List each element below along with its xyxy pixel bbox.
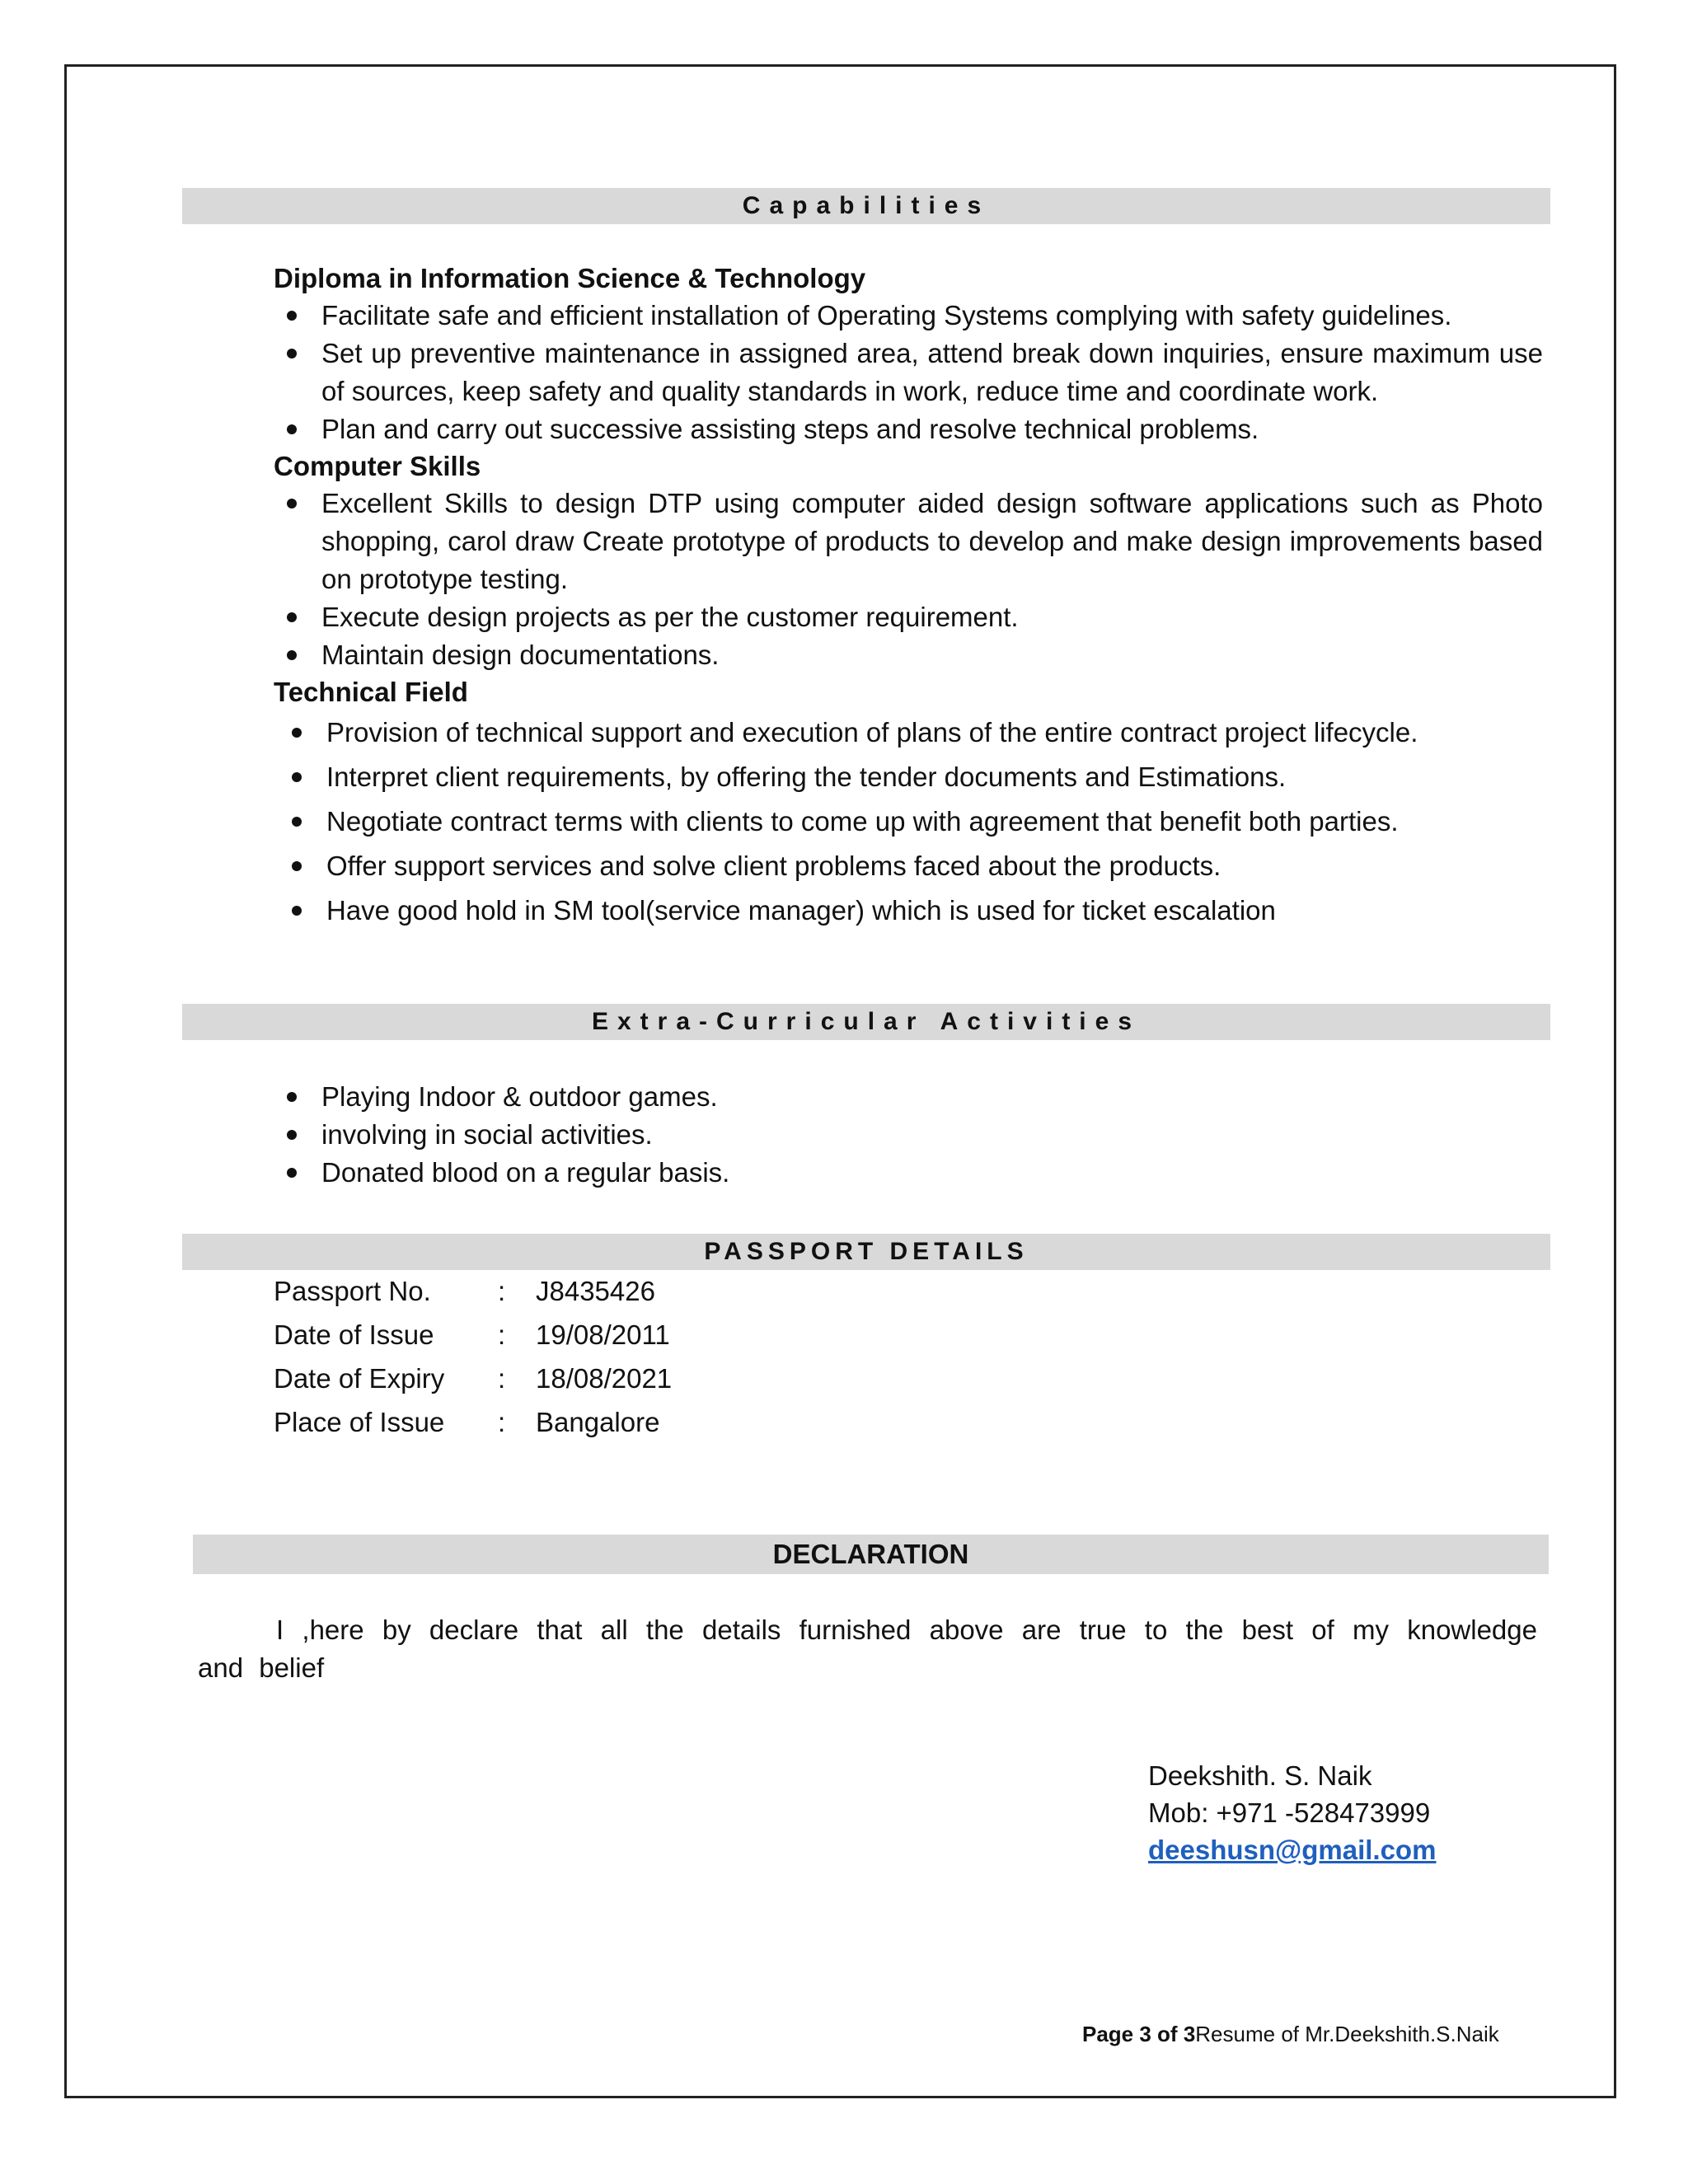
page-footer — [1082, 2022, 1499, 2046]
passport-table — [274, 1269, 672, 1444]
table-row — [274, 1269, 672, 1313]
passport-label: Place of Issue — [274, 1406, 445, 1437]
signature-mobile: Mob: +971 -528473999 — [1148, 1797, 1431, 1828]
table-row — [274, 1400, 672, 1444]
technical-field-heading: Technical Field — [274, 677, 468, 707]
passport-label: Date of Expiry — [274, 1362, 445, 1394]
extracurricular-section — [274, 1078, 1263, 1192]
list-item: Excellent Skills to design DTP using computer aided design software applications such as Photo shopping, carol draw Create prototype of products to develop and make design improvements based on prototype testing. — [272, 485, 1543, 598]
declaration-text: I ,here by declare that all the details furnished above are true to the best of my knowledge and belief — [198, 1615, 1537, 1683]
list-item: Maintain design documentations. — [272, 636, 1543, 674]
signature-name: Deekshith. S. Naik — [1148, 1760, 1372, 1791]
list-item: involving in social activities. — [272, 1116, 1263, 1154]
page-number: Page 3 of 3 — [1082, 2022, 1196, 2046]
capabilities-header — [182, 188, 1550, 224]
technical-field-list — [274, 710, 1543, 933]
capabilities-title: Capabilities — [742, 192, 991, 219]
passport-value: Bangalore — [536, 1406, 660, 1437]
passport-value: 19/08/2011 — [536, 1319, 670, 1350]
separator: : — [498, 1319, 506, 1350]
list-item: Negotiate contract terms with clients to come up with agreement that benefit both parties. — [274, 799, 1543, 844]
list-item: Provision of technical support and execution of plans of the entire contract project lifecycle. — [274, 710, 1543, 755]
diploma-heading: Diploma in Information Science & Technology — [274, 263, 866, 293]
list-item: Donated blood on a regular basis. — [272, 1154, 1263, 1192]
list-item: Playing Indoor & outdoor games. — [272, 1078, 1263, 1116]
signature-block — [1148, 1757, 1436, 1868]
table-row — [274, 1357, 672, 1400]
passport-value: 18/08/2021 — [536, 1362, 673, 1394]
capabilities-section — [274, 260, 1543, 933]
list-item: Interpret client requirements, by offering the tender documents and Estimations. — [274, 755, 1543, 799]
list-item: Offer support services and solve client problems faced about the products. — [274, 844, 1543, 888]
separator: : — [498, 1275, 506, 1306]
table-row — [274, 1313, 672, 1357]
passport-header — [182, 1234, 1550, 1270]
passport-value: J8435426 — [536, 1275, 655, 1306]
declaration-title: DECLARATION — [772, 1539, 969, 1569]
passport-label: Date of Issue — [274, 1319, 434, 1350]
separator: : — [498, 1406, 506, 1437]
diploma-list — [272, 297, 1543, 448]
email-link[interactable]: deeshusn@gmail.com — [1148, 1835, 1437, 1865]
list-item: Execute design projects as per the customer requirement. — [272, 598, 1543, 636]
extracurricular-list — [272, 1078, 1263, 1192]
separator: : — [498, 1362, 506, 1394]
computer-skills-heading: Computer Skills — [274, 451, 481, 481]
computer-skills-list — [272, 485, 1543, 674]
declaration-header — [193, 1535, 1549, 1574]
passport-title: PASSPORT DETAILS — [704, 1238, 1029, 1265]
footer-resume-label: Resume of Mr.Deekshith.S.Naik — [1195, 2022, 1499, 2046]
passport-label: Passport No. — [274, 1275, 431, 1306]
list-item: Plan and carry out successive assisting steps and resolve technical problems. — [272, 410, 1543, 448]
extracurricular-title: Extra-Curricular Activities — [591, 1008, 1142, 1035]
list-item: Have good hold in SM tool(service manager) which is used for ticket escalation — [274, 888, 1543, 933]
extracurricular-header — [182, 1004, 1550, 1040]
list-item: Set up preventive maintenance in assigned area, attend break down inquiries, ensure maximum use of sources, keep safety and quality standards in work, reduce time and coordinate work. — [272, 335, 1543, 410]
list-item: Facilitate safe and efficient installation of Operating Systems complying with safety guidelines. — [272, 297, 1543, 335]
